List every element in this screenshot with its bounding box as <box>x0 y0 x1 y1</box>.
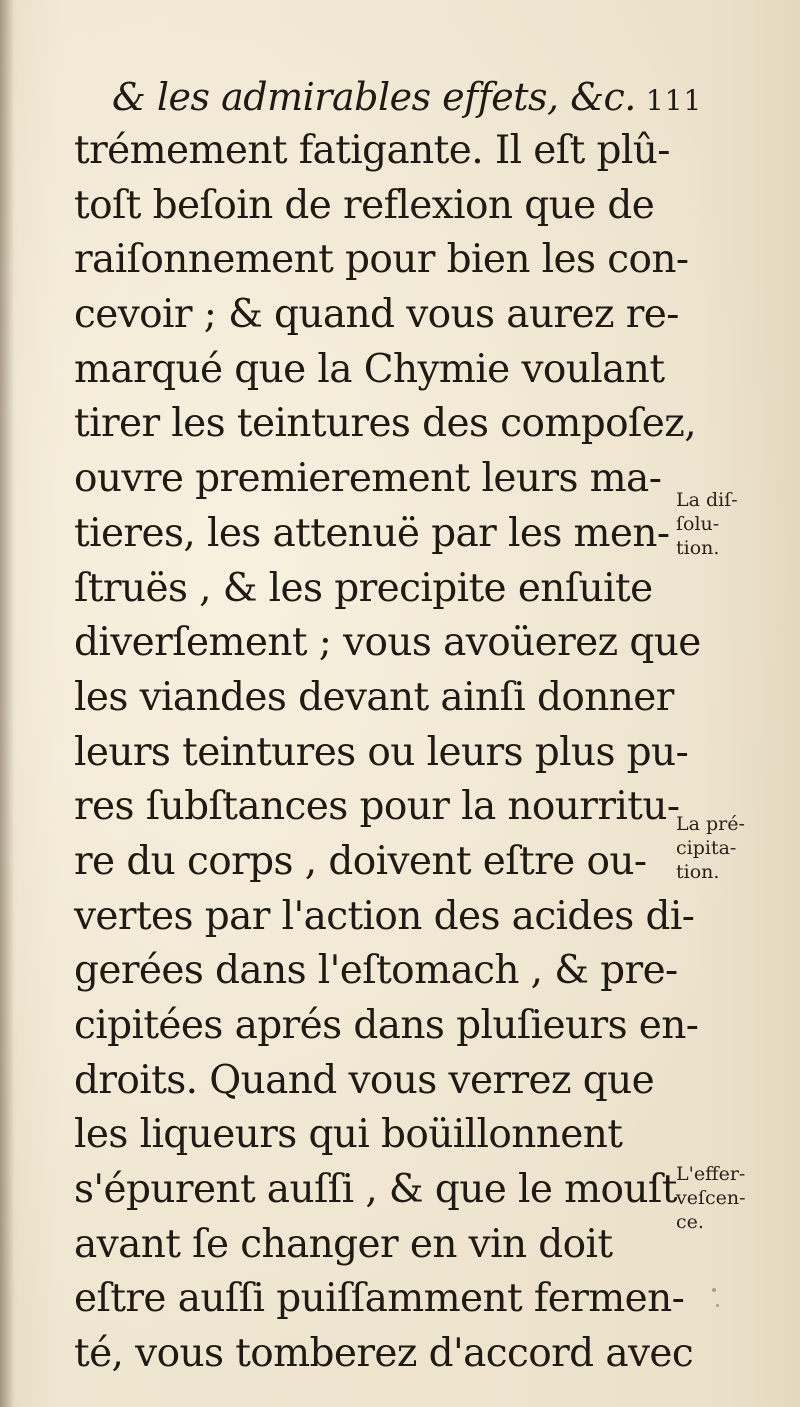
text-line: leurs teintures ou leurs plus pu- <box>74 729 689 775</box>
margin-note-line: tion. <box>676 537 720 559</box>
margin-note-line: ſolu- <box>676 513 720 535</box>
text-line: droits. Quand vous verrez que <box>74 1057 655 1103</box>
margin-note-precipitation <box>676 812 791 884</box>
text-line: les viandes devant ainſi donner <box>74 674 674 720</box>
text-line: eſtre auſſi puiſſamment fermen- <box>74 1276 685 1322</box>
text-line: les liqueurs qui boüillonnent <box>74 1112 623 1158</box>
text-line: marqué que la Chymie voulant <box>74 346 665 392</box>
text-line: té, vous tomberez d'accord avec <box>74 1331 694 1377</box>
text-line: re du corps , doivent eſtre ou- <box>74 838 647 884</box>
text-line: ſtruës , & les precipite enſuite <box>74 565 653 611</box>
margin-note-line: La pré- <box>676 813 745 835</box>
text-line: cevoir ; & quand vous aurez re- <box>74 292 679 338</box>
margin-note-dissolution <box>676 488 791 560</box>
text-line: res ſubſtances pour la nourritu- <box>74 784 680 830</box>
text-line: toſt beſoin de reflexion que de <box>74 182 655 228</box>
running-head-title: & les admirables effets, &c. <box>112 75 636 119</box>
margin-note-line: La diſ- <box>676 489 738 511</box>
running-head <box>112 72 703 122</box>
margin-note-line: ce. <box>676 1211 704 1233</box>
text-line: cipitées aprés dans pluſieurs en- <box>74 1003 699 1048</box>
text-line: tirer les teintures des compoſez, <box>74 401 697 447</box>
gutter-shadow <box>0 0 14 1407</box>
text-line: trémement fatigante. Il eſt plû- <box>74 128 670 173</box>
paper-speck <box>716 1304 719 1307</box>
margin-note-line: tion. <box>676 861 720 883</box>
page-number: 111 <box>645 84 703 117</box>
text-line: s'épurent auſſi , & que le mouſt <box>74 1167 677 1213</box>
text-line: ouvre premierement leurs ma- <box>74 456 662 502</box>
text-line: avant ſe changer en vin doit <box>74 1221 613 1267</box>
text-line: tieres, les attenuë par les men- <box>74 510 670 556</box>
margin-note-effervescence <box>676 1162 791 1234</box>
paper-speck <box>712 1288 716 1292</box>
text-line: gerées dans l'eſtomach , & pre- <box>74 948 678 994</box>
margin-note-line: veſcen- <box>676 1187 746 1209</box>
margin-note-line: L'effer- <box>676 1163 746 1185</box>
margin-note-line: cipita- <box>676 837 737 859</box>
text-line: vertes par l'action des acides di- <box>74 893 695 939</box>
text-line: raiſonnement pour bien les con- <box>74 237 689 283</box>
text-line: diverſement ; vous avoüerez que <box>74 620 701 666</box>
